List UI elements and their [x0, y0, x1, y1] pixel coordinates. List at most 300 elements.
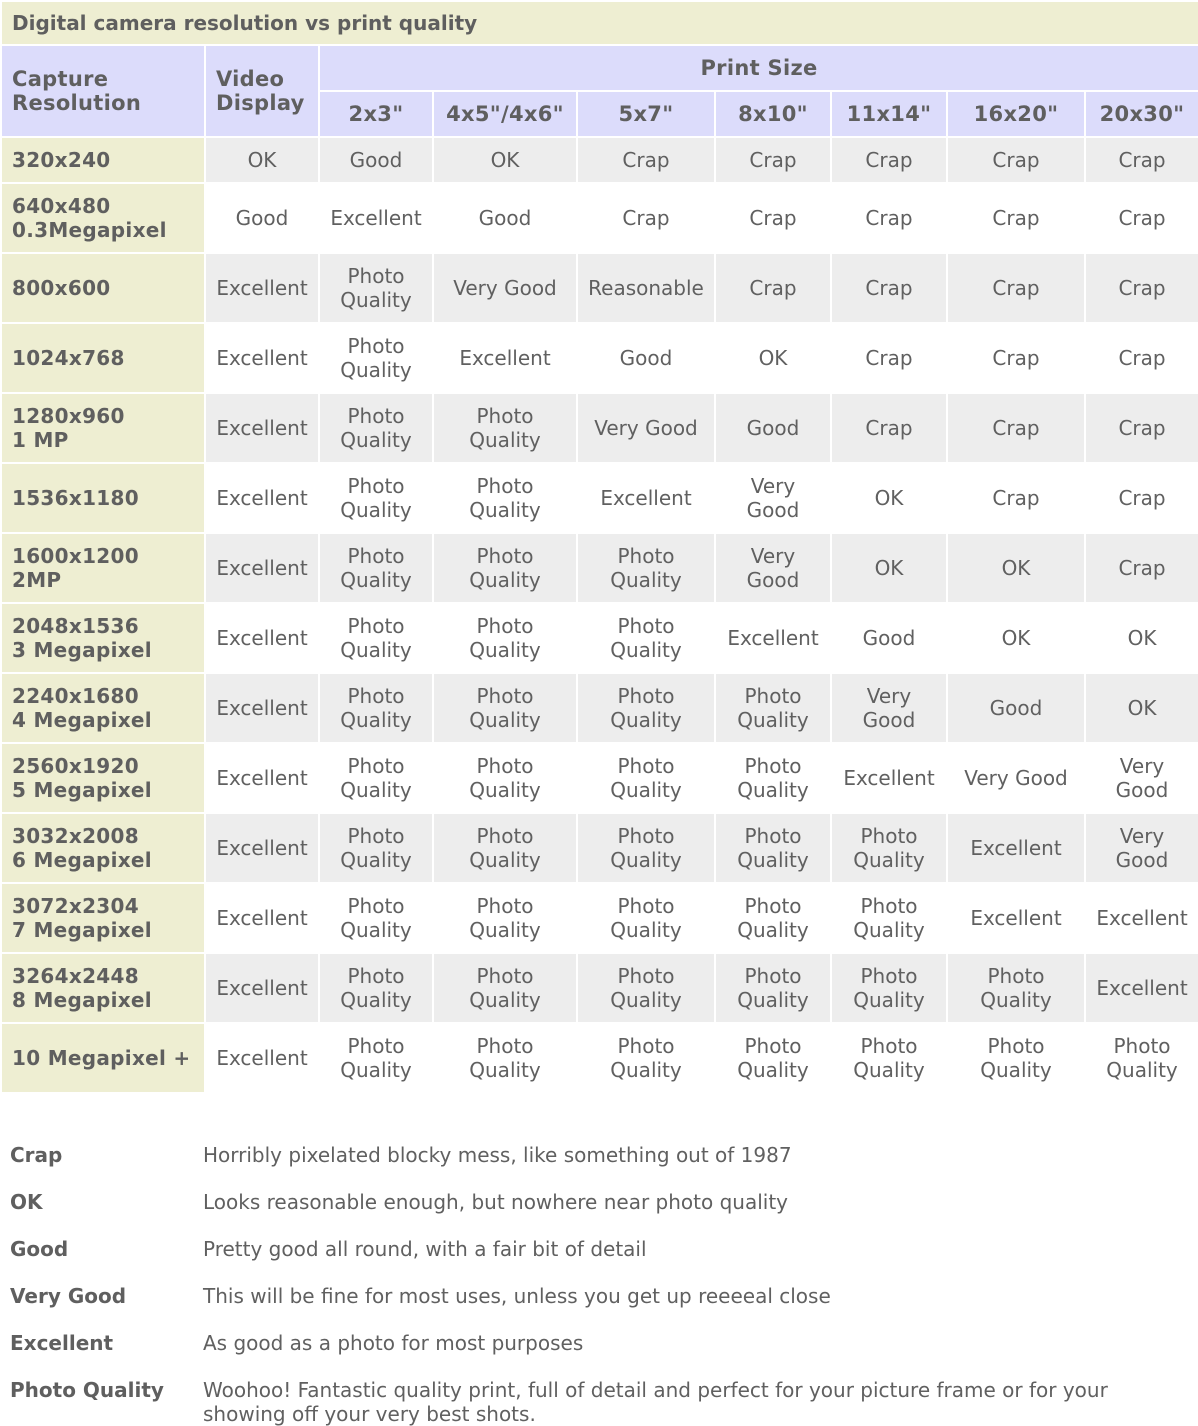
table-row: [2, 138, 1198, 182]
print-quality-cell: [320, 744, 432, 812]
quality-text: Photo: [744, 1034, 802, 1058]
print-quality-cell: [434, 254, 576, 322]
print-quality-cell: [434, 884, 576, 952]
resolution-value: 3072x2304: [12, 894, 139, 918]
quality-text: Very Good: [594, 416, 698, 440]
print-quality-cell: [1086, 184, 1198, 252]
print-quality-cell: [1086, 814, 1198, 882]
table-row: [2, 954, 1198, 1022]
print-quality-cell: [948, 394, 1084, 462]
quality-text: Quality: [469, 498, 541, 522]
quality-text: Photo: [617, 1034, 675, 1058]
print-quality-cell: [434, 138, 576, 182]
table-row: [2, 324, 1198, 392]
quality-text: Good: [349, 148, 403, 172]
legend-description: Woohoo! Fantastic quality print, full of detail and perfect for your picture frame or for your showing off your very best shots.: [203, 1378, 1108, 1426]
quality-text: Crap: [1118, 346, 1166, 370]
quality-text: OK: [490, 148, 520, 172]
resolution-value: 2240x1680: [12, 684, 139, 708]
row-resolution-label: [2, 1024, 204, 1092]
quality-text: Quality: [610, 848, 682, 872]
quality-text: Photo: [347, 824, 405, 848]
print-quality-cell: [320, 814, 432, 882]
quality-text: Photo: [860, 1034, 918, 1058]
quality-text: Quality: [853, 848, 925, 872]
header-capture-resolution: [2, 46, 204, 136]
quality-text: Quality: [469, 708, 541, 732]
video-display-rating: Excellent: [206, 324, 318, 392]
print-quality-cell: [832, 884, 946, 952]
quality-text: Crap: [622, 148, 670, 172]
resolution-megapixel: 8 Megapixel: [12, 988, 152, 1012]
print-quality-cell: [578, 814, 714, 882]
print-quality-cell: [948, 814, 1084, 882]
quality-text: Good: [619, 346, 673, 370]
quality-text: Quality: [340, 918, 412, 942]
legend-row: [10, 1326, 1190, 1373]
quality-text: Crap: [992, 346, 1040, 370]
print-quality-cell: [948, 674, 1084, 742]
quality-text: Quality: [980, 1058, 1052, 1082]
quality-text: Quality: [1106, 1058, 1178, 1082]
video-display-rating: Excellent: [206, 464, 318, 532]
quality-text: Photo: [617, 754, 675, 778]
quality-text: Photo: [476, 964, 534, 988]
print-quality-cell: [832, 674, 946, 742]
print-quality-cell: [320, 184, 432, 252]
quality-text: Photo: [476, 684, 534, 708]
print-quality-cell: [716, 138, 830, 182]
resolution-megapixel: 0.3Megapixel: [12, 218, 167, 242]
print-quality-cell: [832, 464, 946, 532]
quality-text: Photo: [347, 614, 405, 638]
table-row: [2, 674, 1198, 742]
print-quality-cell: [1086, 674, 1198, 742]
row-resolution-label: [2, 674, 204, 742]
row-resolution-label: [2, 534, 204, 602]
quality-text: OK: [1127, 626, 1157, 650]
print-quality-cell: [578, 394, 714, 462]
row-resolution-label: [2, 254, 204, 322]
print-quality-cell: [948, 1024, 1084, 1092]
print-quality-cell: [1086, 884, 1198, 952]
legend-term: Very Good: [10, 1284, 127, 1308]
quality-text: Quality: [980, 988, 1052, 1012]
quality-text: Photo: [617, 544, 675, 568]
print-quality-cell: [578, 884, 714, 952]
print-quality-cell: [320, 138, 432, 182]
quality-text: Quality: [737, 918, 809, 942]
quality-text: Quality: [469, 778, 541, 802]
legend-description: As good as a photo for most purposes: [203, 1331, 584, 1355]
resolution-value: 1280x960: [12, 404, 125, 428]
header-size-5x7: 5x7": [578, 92, 714, 136]
quality-text: Excellent: [843, 766, 935, 790]
quality-text: Good: [746, 416, 800, 440]
quality-text: Quality: [340, 988, 412, 1012]
quality-text: Quality: [340, 288, 412, 312]
resolution-megapixel: 3 Megapixel: [12, 638, 152, 662]
quality-text: OK: [874, 486, 904, 510]
video-display-rating: Excellent: [206, 954, 318, 1022]
quality-text: Quality: [469, 428, 541, 452]
print-quality-cell: [320, 954, 432, 1022]
print-quality-cell: [948, 884, 1084, 952]
quality-text: Photo: [347, 334, 405, 358]
table-row: [2, 254, 1198, 322]
quality-text: Photo: [987, 1034, 1045, 1058]
quality-text: Crap: [1118, 148, 1166, 172]
quality-text: Good: [862, 626, 916, 650]
quality-text: Quality: [737, 848, 809, 872]
print-quality-cell: [320, 394, 432, 462]
video-display-rating: OK: [206, 138, 318, 182]
quality-text: Photo: [987, 964, 1045, 988]
print-quality-cell: [716, 674, 830, 742]
print-quality-cell: [434, 534, 576, 602]
row-resolution-label: [2, 394, 204, 462]
quality-text: Quality: [469, 638, 541, 662]
quality-text: Crap: [749, 206, 797, 230]
video-display-rating: Excellent: [206, 604, 318, 672]
quality-text: Quality: [469, 568, 541, 592]
quality-text: Photo: [744, 754, 802, 778]
quality-text: Crap: [1118, 556, 1166, 580]
quality-text: Good: [478, 206, 532, 230]
video-display-rating: Excellent: [206, 254, 318, 322]
quality-text: Good: [746, 498, 800, 522]
quality-text: Excellent: [1096, 976, 1188, 1000]
print-quality-cell: [434, 394, 576, 462]
header-print-size: Print Size: [320, 46, 1198, 90]
quality-text: Photo: [347, 544, 405, 568]
table-row: [2, 604, 1198, 672]
table-caption: Digital camera resolution vs print quality: [2, 2, 1198, 44]
resolution-value: 1536x1180: [12, 486, 139, 510]
print-quality-cell: [1086, 254, 1198, 322]
resolution-value: 320x240: [12, 148, 111, 172]
legend-description: This will be fine for most uses, unless you get up reeeeal close: [203, 1284, 831, 1308]
quality-text: Quality: [340, 778, 412, 802]
print-quality-cell: [320, 254, 432, 322]
legend-description: Pretty good all round, with a fair bit of detail: [203, 1237, 647, 1261]
print-quality-cell: [716, 884, 830, 952]
quality-text: Photo: [347, 894, 405, 918]
print-quality-cell: [716, 394, 830, 462]
header-video-line1: Video: [216, 67, 285, 91]
print-quality-cell: [434, 954, 576, 1022]
header-video-display: [206, 46, 318, 136]
legend-row: [10, 1373, 1190, 1426]
print-quality-cell: [578, 674, 714, 742]
print-quality-cell: [832, 534, 946, 602]
quality-text: Photo: [347, 1034, 405, 1058]
quality-text: Reasonable: [588, 276, 704, 300]
quality-text: Photo: [347, 684, 405, 708]
print-quality-cell: [434, 744, 576, 812]
legend-row: [10, 1232, 1190, 1279]
print-quality-cell: [948, 184, 1084, 252]
print-quality-cell: [578, 184, 714, 252]
print-quality-cell: [320, 604, 432, 672]
print-quality-cell: [320, 464, 432, 532]
row-resolution-label: [2, 604, 204, 672]
quality-text: Good: [1115, 778, 1169, 802]
video-display-rating: Excellent: [206, 394, 318, 462]
quality-text: Quality: [469, 848, 541, 872]
header-video-line2: Display: [216, 91, 305, 115]
print-quality-cell: [434, 814, 576, 882]
quality-text: Quality: [853, 918, 925, 942]
print-quality-cell: [832, 394, 946, 462]
quality-text: OK: [874, 556, 904, 580]
quality-text: OK: [758, 346, 788, 370]
resolution-megapixel: 5 Megapixel: [12, 778, 152, 802]
resolution-megapixel: 1 MP: [12, 428, 69, 452]
quality-text: Photo: [476, 824, 534, 848]
table-row: [2, 884, 1198, 952]
quality-text: Photo: [347, 404, 405, 428]
video-display-rating: Excellent: [206, 1024, 318, 1092]
table-row: [2, 394, 1198, 462]
legend-term: Photo Quality: [10, 1378, 164, 1402]
quality-text: Crap: [749, 148, 797, 172]
quality-text: Very: [750, 544, 796, 568]
print-quality-cell: [320, 1024, 432, 1092]
quality-text: Good: [989, 696, 1043, 720]
print-quality-cell: [434, 184, 576, 252]
print-quality-cell: [578, 464, 714, 532]
quality-text: Photo: [347, 474, 405, 498]
quality-text: Quality: [737, 988, 809, 1012]
quality-text: Photo: [860, 964, 918, 988]
quality-text: Excellent: [727, 626, 819, 650]
quality-text: Quality: [610, 638, 682, 662]
quality-text: Photo: [744, 684, 802, 708]
video-display-rating: Excellent: [206, 674, 318, 742]
quality-text: Photo: [347, 964, 405, 988]
resolution-value: 2560x1920: [12, 754, 139, 778]
quality-text: Quality: [469, 918, 541, 942]
quality-legend: [10, 1138, 1190, 1426]
header-size-11x14: 11x14": [832, 92, 946, 136]
print-quality-cell: [434, 604, 576, 672]
print-quality-cell: [716, 324, 830, 392]
quality-text: Crap: [992, 486, 1040, 510]
resolution-value: 3264x2448: [12, 964, 139, 988]
quality-text: Quality: [469, 988, 541, 1012]
print-quality-cell: [1086, 464, 1198, 532]
quality-text: Crap: [622, 206, 670, 230]
quality-text: Crap: [865, 276, 913, 300]
resolution-value: 10 Megapixel +: [12, 1046, 191, 1070]
header-capture-line2: Resolution: [12, 91, 142, 115]
print-quality-cell: [434, 324, 576, 392]
quality-text: Crap: [992, 276, 1040, 300]
quality-text: Quality: [340, 498, 412, 522]
print-quality-cell: [832, 814, 946, 882]
print-quality-cell: [578, 254, 714, 322]
quality-text: Crap: [992, 206, 1040, 230]
quality-text: Photo: [744, 824, 802, 848]
quality-text: Quality: [610, 778, 682, 802]
header-size-20x30: 20x30": [1086, 92, 1198, 136]
header-size-4x5-4x6: 4x5"/4x6": [434, 92, 576, 136]
quality-text: Quality: [340, 708, 412, 732]
print-quality-cell: [1086, 1024, 1198, 1092]
quality-text: Quality: [853, 1058, 925, 1082]
print-quality-cell: [320, 324, 432, 392]
quality-text: OK: [1001, 626, 1031, 650]
quality-text: Crap: [865, 148, 913, 172]
quality-text: Photo: [617, 614, 675, 638]
row-resolution-label: [2, 814, 204, 882]
row-resolution-label: [2, 184, 204, 252]
quality-text: Quality: [340, 568, 412, 592]
quality-text: Crap: [865, 346, 913, 370]
print-quality-cell: [1086, 324, 1198, 392]
quality-text: Photo: [476, 544, 534, 568]
quality-text: Photo: [476, 1034, 534, 1058]
quality-text: Photo: [347, 264, 405, 288]
video-display-rating: Excellent: [206, 884, 318, 952]
quality-text: Very Good: [453, 276, 557, 300]
print-quality-cell: [832, 954, 946, 1022]
quality-text: Quality: [340, 848, 412, 872]
quality-text: Photo: [617, 824, 675, 848]
header-size-16x20: 16x20": [948, 92, 1084, 136]
print-quality-cell: [716, 744, 830, 812]
quality-text: Good: [862, 708, 916, 732]
quality-text: Photo: [476, 894, 534, 918]
quality-text: OK: [1127, 696, 1157, 720]
quality-text: Photo: [617, 894, 675, 918]
print-quality-cell: [578, 604, 714, 672]
legend-row: [10, 1279, 1190, 1326]
quality-text: Photo: [476, 614, 534, 638]
print-quality-cell: [716, 1024, 830, 1092]
print-quality-cell: [832, 254, 946, 322]
header-size-8x10: 8x10": [716, 92, 830, 136]
print-quality-cell: [716, 184, 830, 252]
print-quality-cell: [832, 184, 946, 252]
print-quality-cell: [578, 954, 714, 1022]
video-display-rating: Excellent: [206, 534, 318, 602]
resolution-value: 2048x1536: [12, 614, 139, 638]
print-quality-cell: [716, 954, 830, 1022]
quality-text: Quality: [340, 638, 412, 662]
print-quality-cell: [832, 324, 946, 392]
quality-text: Excellent: [600, 486, 692, 510]
quality-text: Crap: [1118, 486, 1166, 510]
quality-text: Crap: [865, 416, 913, 440]
row-resolution-label: [2, 324, 204, 392]
print-quality-cell: [578, 744, 714, 812]
resolution-megapixel: 6 Megapixel: [12, 848, 152, 872]
quality-text: Photo: [347, 754, 405, 778]
print-quality-cell: [716, 254, 830, 322]
print-quality-cell: [948, 138, 1084, 182]
print-quality-cell: [1086, 744, 1198, 812]
quality-text: Photo: [476, 404, 534, 428]
print-quality-cell: [578, 138, 714, 182]
quality-text: Excellent: [970, 836, 1062, 860]
print-quality-cell: [320, 534, 432, 602]
print-quality-cell: [948, 254, 1084, 322]
quality-text: Excellent: [459, 346, 551, 370]
table-row: [2, 184, 1198, 252]
quality-text: Photo: [1113, 1034, 1171, 1058]
quality-text: Excellent: [970, 906, 1062, 930]
print-quality-cell: [1086, 394, 1198, 462]
quality-text: Photo: [476, 754, 534, 778]
video-display-rating: Excellent: [206, 814, 318, 882]
print-quality-cell: [320, 674, 432, 742]
quality-text: Very: [750, 474, 796, 498]
print-quality-cell: [434, 464, 576, 532]
quality-text: Quality: [610, 708, 682, 732]
resolution-value: 3032x2008: [12, 824, 139, 848]
quality-text: Excellent: [1096, 906, 1188, 930]
resolution-megapixel: 2MP: [12, 568, 62, 592]
quality-text: OK: [1001, 556, 1031, 580]
print-quality-cell: [832, 744, 946, 812]
resolution-value: 800x600: [12, 276, 111, 300]
quality-text: Crap: [992, 148, 1040, 172]
quality-text: Quality: [737, 778, 809, 802]
table-row: [2, 1024, 1198, 1092]
quality-text: Excellent: [330, 206, 422, 230]
row-resolution-label: [2, 138, 204, 182]
legend-description: Looks reasonable enough, but nowhere near photo quality: [203, 1190, 788, 1214]
quality-text: Very: [866, 684, 912, 708]
table-row: [2, 814, 1198, 882]
quality-text: Quality: [737, 1058, 809, 1082]
quality-text: Quality: [737, 708, 809, 732]
quality-text: Crap: [865, 206, 913, 230]
print-quality-cell: [320, 884, 432, 952]
print-quality-cell: [578, 324, 714, 392]
quality-text: Quality: [340, 1058, 412, 1082]
quality-text: Photo: [617, 964, 675, 988]
resolution-value: 640x480: [12, 194, 111, 218]
quality-text: Very: [1119, 824, 1165, 848]
print-quality-cell: [1086, 534, 1198, 602]
table-row: [2, 464, 1198, 532]
table-row: [2, 744, 1198, 812]
print-quality-cell: [948, 464, 1084, 532]
quality-text: Crap: [992, 416, 1040, 440]
row-resolution-label: [2, 464, 204, 532]
quality-text: Quality: [340, 428, 412, 452]
print-quality-cell: [434, 674, 576, 742]
print-quality-cell: [832, 1024, 946, 1092]
print-quality-cell: [948, 744, 1084, 812]
quality-text: Photo: [617, 684, 675, 708]
legend-term: OK: [10, 1190, 43, 1214]
print-quality-cell: [832, 604, 946, 672]
row-resolution-label: [2, 954, 204, 1022]
header-size-2x3: 2x3": [320, 92, 432, 136]
resolution-megapixel: 4 Megapixel: [12, 708, 152, 732]
print-quality-cell: [434, 1024, 576, 1092]
quality-text: Very: [1119, 754, 1165, 778]
print-quality-cell: [716, 814, 830, 882]
print-quality-cell: [1086, 138, 1198, 182]
print-quality-cell: [948, 604, 1084, 672]
quality-text: Good: [746, 568, 800, 592]
print-quality-cell: [832, 138, 946, 182]
